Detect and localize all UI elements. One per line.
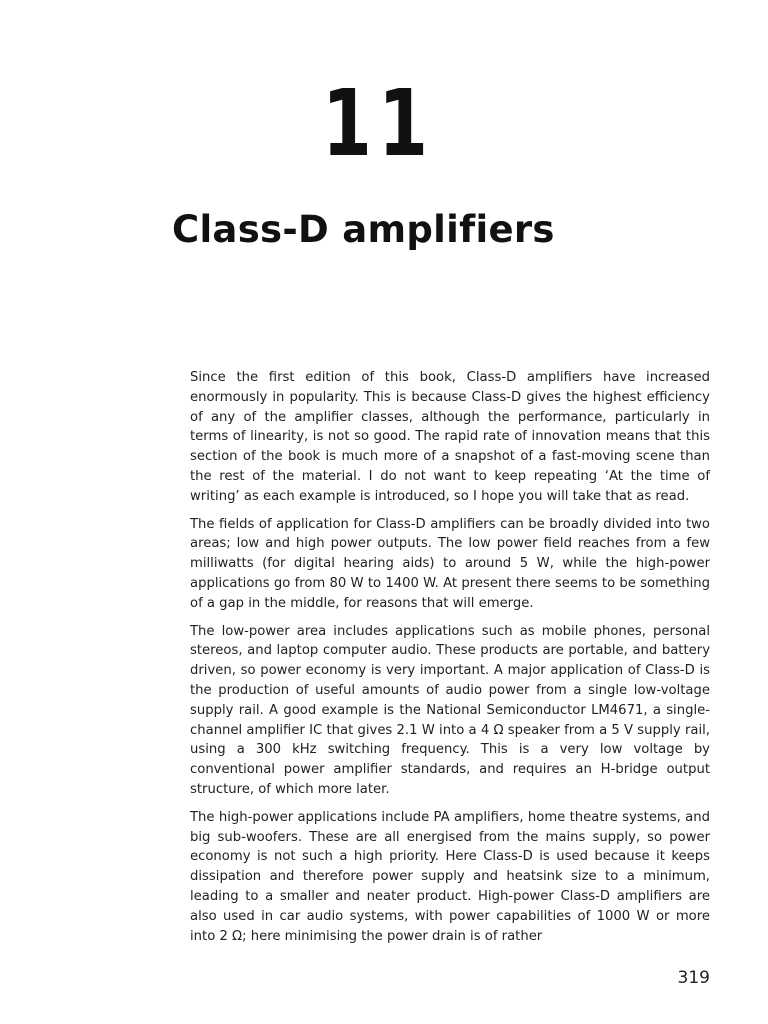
body-text bbox=[190, 368, 710, 954]
page-number: 319 bbox=[677, 968, 710, 988]
paragraph: Since the first edition of this book, Class-D amplifiers have increased enormously in popularity. This is because Class-D gives the highest efficiency of any of the amplifier classes, although the performance, particularly in terms of linearity, is not so good. The rapid rate of innovation means that this section of the book is much more of a snapshot of a fast-moving scene than the rest of the material. I do not want to keep repeating ‘At the time of writing’ as each example is introduced, so I hope you will take that as read. bbox=[190, 370, 710, 504]
paragraph: The high-power applications include PA amplifiers, home theatre systems, and big sub-woofers. These are all energised from the mains supply, so power economy is not such a high priority. Here Class-D is used because it keeps dissipation and therefore power supply and heatsink size to a minimum, leading to a smaller and neater product. High-power Class-D amplifiers are also used in car audio systems, with power capabilities of 1000 W or more into 2 Ω; here minimising the power drain is of rather bbox=[190, 809, 710, 944]
paragraph: The low-power area includes applications such as mobile phones, personal stereos, and laptop computer audio. These products are portable, and battery driven, so power economy is very important. A major application of Class-D is the production of useful amounts of audio power from a single low-voltage supply rail. A good example is the National Semiconductor LM4671, a single-channel amplifier IC that gives 2.1 W into a 4 Ω speaker from a 5 V supply rail, using a 300 kHz switching frequency. This is a very low voltage by conventional power amplifier standards, and requires an H-bridge output structure, of which more later. bbox=[190, 623, 710, 797]
chapter-title: Class-D amplifiers bbox=[172, 208, 555, 251]
chapter-number: 11 bbox=[322, 70, 435, 177]
paragraph: The fields of application for Class-D amplifiers can be broadly divided into two areas; low and high power outputs. The low power field reaches from a few milliwatts (for digital hearing aids) to around 5 W, while the high-power applications go from 80 W to 1400 W. At present there seems to be something of a gap in the middle, for reasons that will emerge. bbox=[190, 516, 710, 611]
